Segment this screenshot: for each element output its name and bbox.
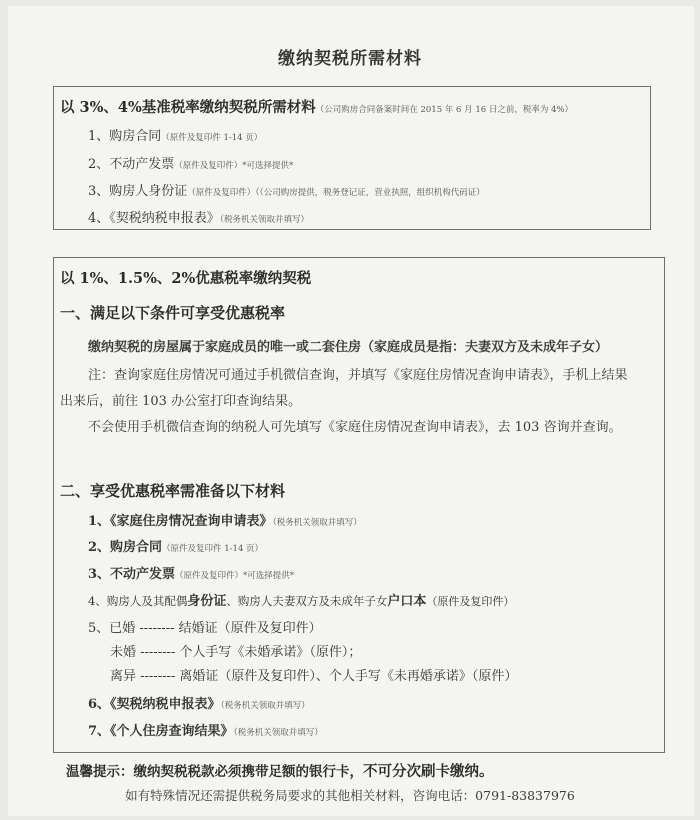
note-paragraph-line1: 注：查询家庭住房情况可通过手机微信查询，并填写《家庭住房情况查询申请表》，手机上结果 xyxy=(88,368,628,383)
list-item-text: 4、购房人及其配偶 xyxy=(88,594,188,608)
standard-rate-heading-text: 以 3%、4%基准税率缴纳契税所需材料 xyxy=(60,99,316,116)
list-item-label: 3、不动产发票 xyxy=(88,567,176,582)
list-item-label: 7、《个人住房查询结果》 xyxy=(88,724,234,739)
contact-line: 如有特殊情况还需提供税务局要求的其他相关材料，咨询电话：0791-83837976 xyxy=(125,788,575,803)
list-item-note: （原件及复印件 1-14 页） xyxy=(161,133,263,143)
list-item-note: （税务机关领取并填写） xyxy=(220,701,310,711)
condition-section-title: 一、满足以下条件可享受优惠税率 xyxy=(60,304,286,322)
warm-tip-emphasis: 不可分次刷卡缴纳。 xyxy=(363,763,494,780)
list-item-note: （税务机关领取并填写） xyxy=(233,728,323,738)
list-item-label: 1、《家庭住房情况查询申请表》 xyxy=(88,514,273,529)
list-item xyxy=(88,180,485,199)
list-item-label: 1、购房合同 xyxy=(88,129,162,144)
list-item-note: （税务机关领取并填写） xyxy=(272,518,362,528)
list-item-note: （原件及复印件）（（公司购房提供，税务登记证，营业执照，组织机构代码证） xyxy=(187,188,485,198)
note-paragraph-line3: 不会使用手机微信查询的纳税人可先填写《家庭住房情况查询申请表》，去 103 咨询并查询。 xyxy=(88,420,622,435)
list-item xyxy=(88,693,310,712)
list-item-note: （原件及复印件 1-14 页） xyxy=(162,544,264,554)
standard-rate-heading xyxy=(60,96,573,117)
marital-married: 5、已婚 -------- 结婚证（原件及复印件） xyxy=(88,621,322,636)
standard-rate-heading-note: （公司购房合同备案时间在 2015 年 6 月 16 日之前，税率为 4%） xyxy=(315,105,574,115)
preferential-rate-heading: 以 1%、1.5%、2%优惠税率缴纳契税 xyxy=(60,270,312,287)
page-title: 缴纳契税所需材料 xyxy=(278,49,422,69)
list-item xyxy=(88,536,263,555)
list-item-label: 2、不动产发票 xyxy=(88,157,175,172)
list-item xyxy=(88,510,362,529)
list-item xyxy=(88,590,514,609)
warm-tip-text: 缴纳契税税款必须携带足额的银行卡， xyxy=(133,764,363,780)
list-item-note: （原件及复印件）*可选择提供* xyxy=(175,571,295,581)
list-item-label: 2、购房合同 xyxy=(88,540,163,555)
list-item xyxy=(88,563,294,582)
list-item-label: 6、《契税纳税申报表》 xyxy=(88,697,221,712)
list-item-note: （原件及复印件） xyxy=(426,595,515,608)
note-paragraph-line2: 出来后，前往 103 办公室打印查询结果。 xyxy=(60,394,302,409)
marital-divorced: 离异 -------- 离婚证（原件及复印件）、个人手写《未再婚承诺》（原件） xyxy=(110,669,518,684)
list-item xyxy=(88,207,309,226)
list-item-emphasis: 身份证 xyxy=(187,594,227,609)
materials-section-title: 二、享受优惠税率需准备以下材料 xyxy=(60,482,286,500)
warm-tip xyxy=(66,760,494,781)
list-item-label: 4、《契税纳税申报表》 xyxy=(88,211,220,226)
list-item xyxy=(88,125,262,144)
list-item xyxy=(88,153,293,172)
list-item-note: （税务机关领取并填写） xyxy=(219,215,310,225)
list-item-emphasis: 户口本 xyxy=(387,594,427,609)
list-item xyxy=(88,720,323,739)
list-item-text: 、购房人夫妻双方及未成年子女 xyxy=(226,594,388,608)
condition-paragraph: 缴纳契税的房屋属于家庭成员的唯一或二套住房（家庭成员是指：夫妻双方及未成年子女） xyxy=(88,340,609,355)
list-item-note: （原件及复印件）*可选择提供* xyxy=(174,161,294,171)
warm-tip-label: 温馨提示： xyxy=(66,764,134,780)
marital-single: 未婚 -------- 个人手写《未婚承诺》（原件）； xyxy=(110,645,362,660)
list-item-label: 3、购房人身份证 xyxy=(88,184,188,199)
